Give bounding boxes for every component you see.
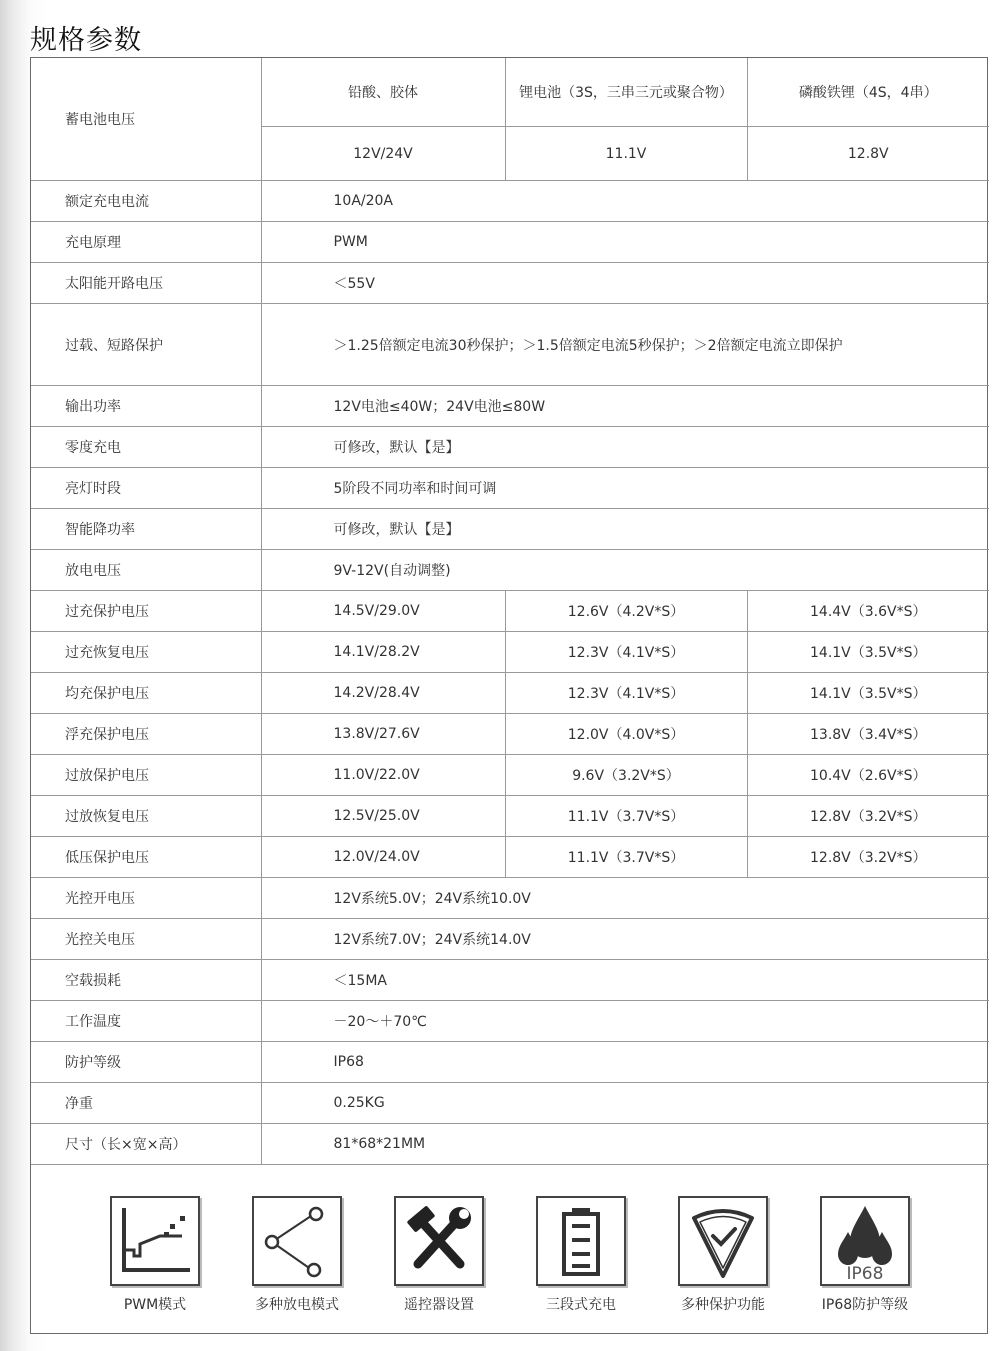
- feature-item: [227, 1196, 367, 1314]
- value-lead-acid: 12.5V/25.0V: [261, 796, 505, 837]
- table-row: [31, 550, 989, 591]
- value-lithium: 12.6V（4.2V*S）: [505, 591, 747, 632]
- table-row: [31, 304, 989, 386]
- value-lead-acid: 12.0V/24.0V: [261, 837, 505, 878]
- feature-label: PWM模式: [123, 1297, 187, 1313]
- row-label: 光控开电压: [31, 878, 261, 919]
- table-row: [31, 632, 989, 673]
- feature-item: [85, 1196, 225, 1314]
- row-value: 可修改，默认【是】: [261, 509, 989, 550]
- feature-icons: [31, 1172, 987, 1332]
- row-label: 浮充保护电压: [31, 714, 261, 755]
- value-lead-acid: 13.8V/27.6V: [261, 714, 505, 755]
- water-drop-icon: [822, 1198, 908, 1284]
- row-label: 过充恢复电压: [31, 632, 261, 673]
- feature-item: [369, 1196, 509, 1314]
- row-value: PWM: [261, 222, 989, 263]
- spec-table-frame: [30, 57, 988, 1334]
- row-label: 充电原理: [31, 222, 261, 263]
- value-lifepo4: 13.8V（3.4V*S）: [747, 714, 989, 755]
- row-label: 输出功率: [31, 386, 261, 427]
- value-lifepo4: 10.4V（2.6V*S）: [747, 755, 989, 796]
- value-lead-acid: 14.5V/29.0V: [261, 591, 505, 632]
- row-value: 9V-12V(自动调整): [261, 550, 989, 591]
- ip68-badge-text: IP68: [846, 1264, 884, 1284]
- row-label: 智能降功率: [31, 509, 261, 550]
- row-value: 10A/20A: [261, 181, 989, 222]
- row-label: 零度充电: [31, 427, 261, 468]
- value-lifepo4: 12.8V（3.2V*S）: [747, 796, 989, 837]
- value-lithium: 11.1V（3.7V*S）: [505, 837, 747, 878]
- table-row: [31, 714, 989, 755]
- row-label: 过载、短路保护: [31, 304, 261, 386]
- row-value: ＜55V: [261, 263, 989, 304]
- value-lifepo4: 14.1V（3.5V*S）: [747, 673, 989, 714]
- feature-item: [653, 1196, 793, 1314]
- table-row: [31, 386, 989, 427]
- row-label: 低压保护电压: [31, 837, 261, 878]
- value-lithium: 12.3V（4.1V*S）: [505, 673, 747, 714]
- table-row: [31, 263, 989, 304]
- value-lead-acid: 14.2V/28.4V: [261, 673, 505, 714]
- battery-type-lithium: 锂电池（3S，三串三元或聚合物）: [505, 58, 747, 127]
- row-value: IP68: [261, 1042, 989, 1083]
- battery-icon: [538, 1198, 624, 1284]
- row-value: 81*68*21MM: [261, 1124, 989, 1165]
- feature-label: IP68防护等级: [821, 1297, 909, 1313]
- table-row: [31, 591, 989, 632]
- feature-label: 多种保护功能: [681, 1297, 765, 1313]
- page-title: 规格参数: [30, 25, 142, 56]
- row-label: 均充保护电压: [31, 673, 261, 714]
- row-value: ＜15MA: [261, 960, 989, 1001]
- table-row: [31, 960, 989, 1001]
- battery-voltage-lithium: 11.1V: [505, 127, 747, 181]
- pwm-chart-icon: [112, 1198, 198, 1284]
- row-label: 过充保护电压: [31, 591, 261, 632]
- value-lifepo4: 14.1V（3.5V*S）: [747, 632, 989, 673]
- row-value: 12V电池≤40W；24V电池≤80W: [261, 386, 989, 427]
- table-row: [31, 878, 989, 919]
- table-row: [31, 1083, 989, 1124]
- row-label: 工作温度: [31, 1001, 261, 1042]
- row-label: 净重: [31, 1083, 261, 1124]
- value-lithium: 12.0V（4.0V*S）: [505, 714, 747, 755]
- row-value: 可修改，默认【是】: [261, 427, 989, 468]
- table-row: [31, 509, 989, 550]
- table-row: [31, 796, 989, 837]
- table-row: [31, 673, 989, 714]
- battery-voltage-lead-acid: 12V/24V: [261, 127, 505, 181]
- row-value: 5阶段不同功率和时间可调: [261, 468, 989, 509]
- row-value: 12V系统5.0V；24V系统10.0V: [261, 878, 989, 919]
- tools-icon: [396, 1198, 482, 1284]
- row-label: 太阳能开路电压: [31, 263, 261, 304]
- table-row: [31, 837, 989, 878]
- spec-table: [31, 58, 989, 1165]
- feature-label: 三段式充电: [546, 1297, 616, 1313]
- value-lead-acid: 14.1V/28.2V: [261, 632, 505, 673]
- row-value: －20～＋70℃: [261, 1001, 989, 1042]
- value-lead-acid: 11.0V/22.0V: [261, 755, 505, 796]
- table-row: [31, 181, 989, 222]
- value-lifepo4: 12.8V（3.2V*S）: [747, 837, 989, 878]
- value-lithium: 11.1V（3.7V*S）: [505, 796, 747, 837]
- table-row: [31, 222, 989, 263]
- row-label: 光控关电压: [31, 919, 261, 960]
- table-row: [31, 919, 989, 960]
- value-lifepo4: 14.4V（3.6V*S）: [747, 591, 989, 632]
- row-value: 0.25KG: [261, 1083, 989, 1124]
- value-lithium: 9.6V（3.2V*S）: [505, 755, 747, 796]
- row-label: 空载损耗: [31, 960, 261, 1001]
- battery-type-lead-acid: 铅酸、胶体: [261, 58, 505, 127]
- table-row: [31, 1124, 989, 1165]
- row-label: 亮灯时段: [31, 468, 261, 509]
- value-lithium: 12.3V（4.1V*S）: [505, 632, 747, 673]
- feature-item: [795, 1196, 935, 1314]
- feature-item: [511, 1196, 651, 1314]
- battery-type-row: [31, 58, 989, 127]
- row-label: 尺寸（长×宽×高）: [31, 1124, 261, 1165]
- row-label: 额定充电电流: [31, 181, 261, 222]
- row-label: 蓄电池电压: [31, 58, 261, 181]
- table-row: [31, 755, 989, 796]
- discharge-modes-icon: [254, 1198, 340, 1284]
- table-row: [31, 1001, 989, 1042]
- row-label: 防护等级: [31, 1042, 261, 1083]
- table-row: [31, 427, 989, 468]
- row-label: 过放保护电压: [31, 755, 261, 796]
- feature-label: 多种放电模式: [255, 1297, 339, 1313]
- table-row: [31, 1042, 989, 1083]
- battery-voltage-lifepo4: 12.8V: [747, 127, 989, 181]
- row-value: ＞1.25倍额定电流30秒保护；＞1.5倍额定电流5秒保护；＞2倍额定电流立即保护: [261, 304, 989, 386]
- battery-type-lifepo4: 磷酸铁锂（4S，4串）: [747, 58, 989, 127]
- row-value: 12V系统7.0V；24V系统14.0V: [261, 919, 989, 960]
- shield-check-icon: [680, 1198, 766, 1284]
- row-label: 放电电压: [31, 550, 261, 591]
- feature-label: 遥控器设置: [404, 1297, 474, 1313]
- row-label: 过放恢复电压: [31, 796, 261, 837]
- table-row: [31, 468, 989, 509]
